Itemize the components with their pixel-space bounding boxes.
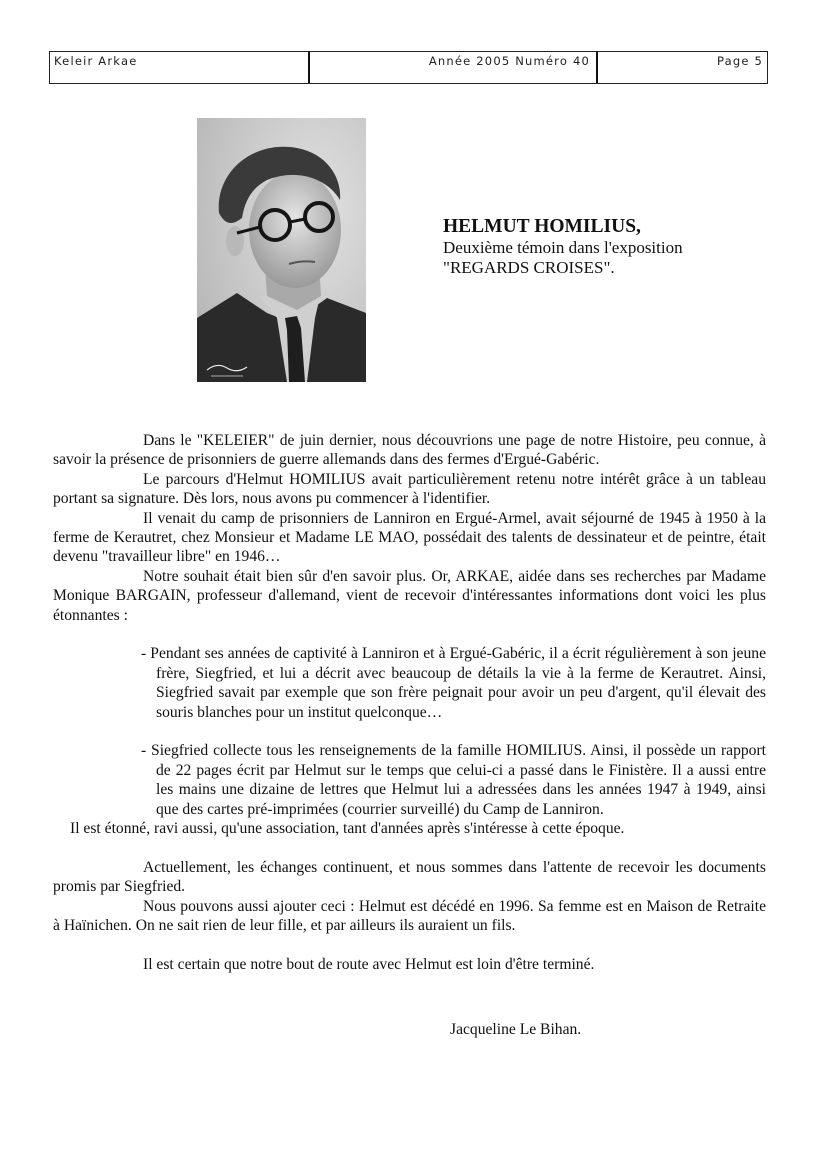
author-signature: Jacqueline Le Bihan. — [450, 1021, 582, 1038]
article-title-block — [443, 216, 683, 278]
paragraph: Il venait du camp de prisonniers de Lanniron en Ergué-Armel, avait séjourné de 1945 à 1950 à la ferme de Kerautret, chez Monsieur et Madame LE MAO, possédait des talents de dessinateur et de peintre, était devenu "travailleur libre" en 1946… — [53, 509, 766, 566]
paragraph: Notre souhait était bien sûr d'en savoir plus. Or, ARKAE, aidée dans ses recherches par Madame Monique BARGAIN, professeur d'allemand, vient de recevoir d'intéressantes informations dont voici les plus étonnantes : — [53, 567, 766, 624]
portrait-photo — [197, 118, 366, 382]
paragraph: Il est étonné, ravi aussi, qu'une association, tant d'années après s'intéresse à cette époque. — [70, 820, 625, 838]
page-number: Page 5 — [716, 54, 763, 68]
publication-name: Keleir Arkae — [50, 52, 310, 83]
bullet-item: - Siegfried collecte tous les renseignements de la famille HOMILIUS. Ainsi, il possède un rapport de 22 pages écrit par Helmut sur le temps que celui-ci a passé dans le Finistère. Il a aussi entre les mains une dizaine de lettres que Helmut lui a adressées dans les années 1947 à 1949, ainsi que des cartes pré-imprimées (courrier surveillé) du Camp de Lanniron. — [141, 742, 766, 818]
issue-number: Année 2005 Numéro 40 — [310, 52, 598, 83]
article-subtitle-line-1: Deuxième témoin dans l'exposition — [443, 238, 683, 257]
article-title: HELMUT HOMILIUS, — [443, 216, 641, 237]
final-line: Il est certain que notre bout de route avec Helmut est loin d'être terminé. — [143, 955, 595, 973]
bullet-item: - Pendant ses années de captivité à Lanniron et à Ergué-Gabéric, il a écrit régulièrement à son jeune frère, Siegfried, et lui a décrit avec beaucoup de détails la vie à la ferme de Kerautret. Ainsi, Siegfried savait par exemple que son frère peignait pour avoir un peu d'argent, qu'il élevait des souris blanches pour un institut quelconque… — [141, 645, 766, 721]
paragraph: Le parcours d'Helmut HOMILIUS avait particulièrement retenu notre intérêt grâce à un tableau portant sa signature. Dès lors, nous avons pu commencer à l'identifier. — [53, 470, 766, 508]
article-body — [53, 431, 766, 974]
paragraph: Nous pouvons aussi ajouter ceci : Helmut est décédé en 1996. Sa femme est en Maison de Retraite à Haïnichen. On ne sait rien de leur fille, et par ailleurs ils auraient un fils. — [53, 897, 766, 935]
paragraph: Actuellement, les échanges continuent, et nous sommes dans l'attente de recevoir les documents promis par Siegfried. — [53, 858, 766, 896]
paragraph: Dans le "KELEIER" de juin dernier, nous découvrions une page de notre Histoire, peu connue, à savoir la présence de prisonniers de guerre allemands dans des fermes d'Ergué-Gabéric. — [53, 432, 766, 469]
page-header — [49, 51, 768, 84]
article-subtitle-line-2: "REGARDS CROISES". — [443, 258, 615, 277]
